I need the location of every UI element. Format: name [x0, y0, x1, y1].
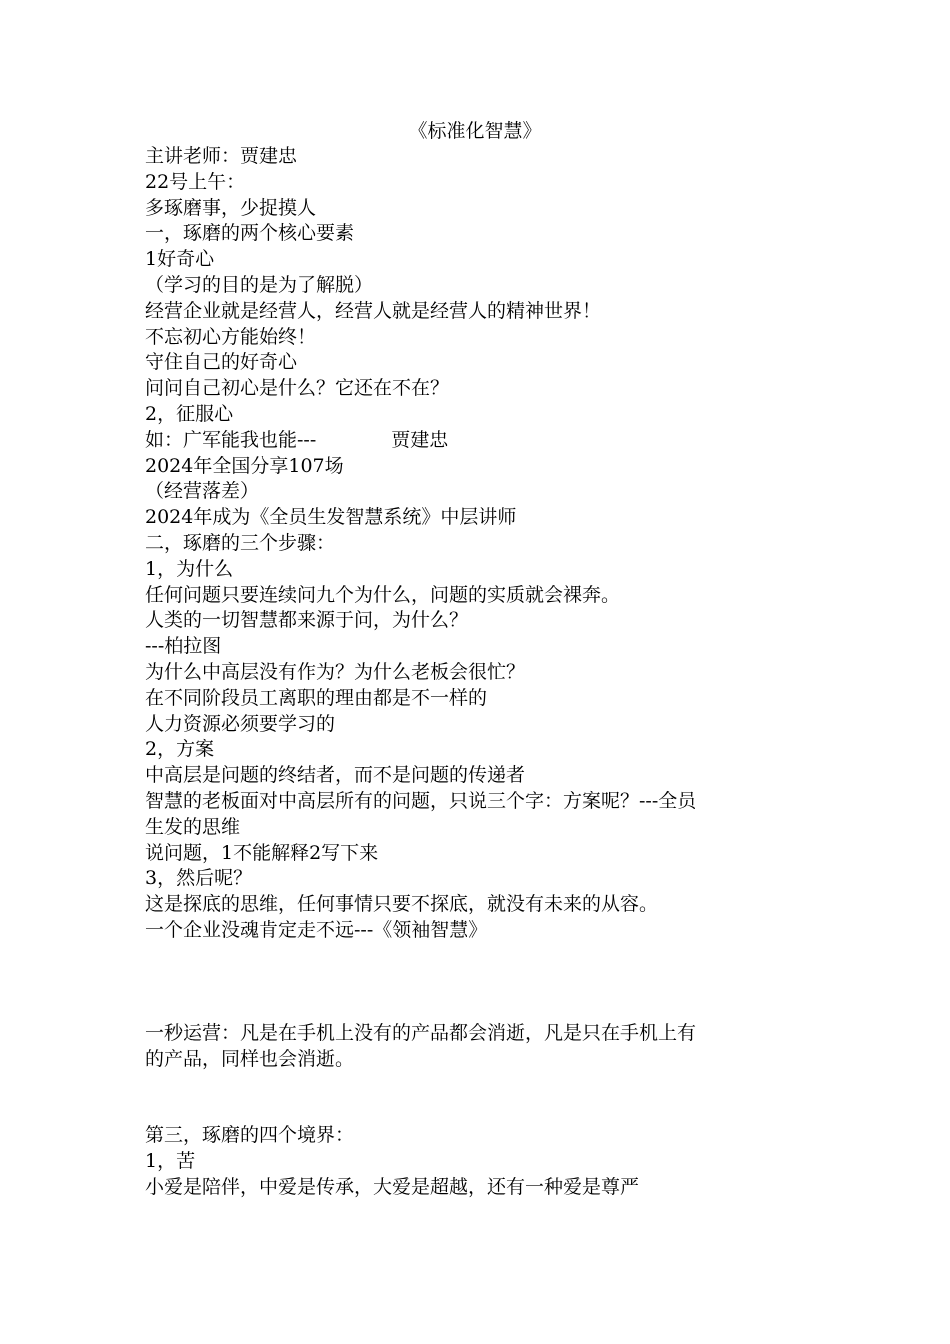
text-line: 多琢磨事，少捉摸人: [145, 196, 317, 219]
text-line: 问问自己初心是什么？它还在不在？: [145, 377, 450, 400]
section-part4: [145, 1123, 810, 1200]
section-part1: [145, 144, 810, 428]
section-part2: [145, 454, 810, 944]
text-line: 2024年全国分享107场: [145, 454, 344, 477]
text-line: 这是探底的思维，任何事情只要不探底，就没有未来的从容。: [145, 893, 659, 916]
document-title: 《标准化智慧》: [408, 120, 542, 142]
text-line: 1，为什么: [145, 557, 234, 580]
quote-text: 如：广军能我也能---: [145, 428, 317, 451]
text-line: 说问题，1不能解释2写下来: [145, 841, 379, 864]
text-line: 中高层是问题的终结者，而不是问题的传递者: [145, 764, 526, 787]
text-line: 一，琢磨的两个核心要素: [145, 222, 355, 245]
text-line: 2，方案: [145, 738, 215, 761]
text-line: 2024年成为《全员生发智慧系统》中层讲师: [145, 506, 517, 529]
text-line: 守住自己的好奇心: [145, 351, 298, 374]
text-line: 一个企业没魂肯定走不远---《领袖智慧》: [145, 918, 488, 941]
text-line: ---柏拉图: [145, 635, 222, 658]
quote-attribution: 贾建忠: [391, 428, 449, 451]
text-line: 1好奇心: [145, 248, 215, 271]
text-line: （学习的目的是为了解脱）: [145, 273, 374, 296]
text-line: 主讲老师：贾建忠: [145, 145, 298, 167]
text-line: 二，琢磨的三个步骤：: [145, 531, 336, 554]
text-line: 2，征服心: [145, 402, 234, 425]
text-line: 一秒运营：凡是在手机上没有的产品都会消逝，凡是只在手机上有: [145, 1021, 697, 1044]
text-line: 1，苦: [145, 1150, 196, 1173]
text-line: 经营企业就是经营人，经营人就是经营人的精神世界！: [145, 299, 602, 322]
document-body: [145, 144, 810, 1201]
text-line: 智慧的老板面对中高层所有的问题，只说三个字：方案呢？---全员: [145, 789, 697, 812]
text-line: 在不同阶段员工离职的理由都是不一样的: [145, 686, 488, 709]
text-line: （经营落差）: [145, 480, 260, 503]
quote-line: [145, 428, 810, 454]
section-part3: [145, 1021, 810, 1073]
text-line: 生发的思维: [145, 815, 241, 838]
text-line: 人力资源必须要学习的: [145, 712, 336, 735]
text-line: 第三，琢磨的四个境界：: [145, 1124, 355, 1147]
text-line: 为什么中高层没有作为？为什么老板会很忙？: [145, 660, 526, 683]
text-line: 人类的一切智慧都来源于问，为什么？: [145, 609, 469, 632]
text-line: 的产品，同样也会消逝。: [145, 1047, 355, 1070]
text-line: 22号上午：: [145, 170, 246, 193]
text-line: 3，然后呢？: [145, 867, 253, 890]
text-line: 不忘初心方能始终！: [145, 325, 317, 348]
text-line: 小爱是陪伴，中爱是传承，大爱是超越，还有一种爱是尊严: [145, 1175, 640, 1198]
text-line: 任何问题只要连续问九个为什么，问题的实质就会裸奔。: [145, 583, 621, 606]
